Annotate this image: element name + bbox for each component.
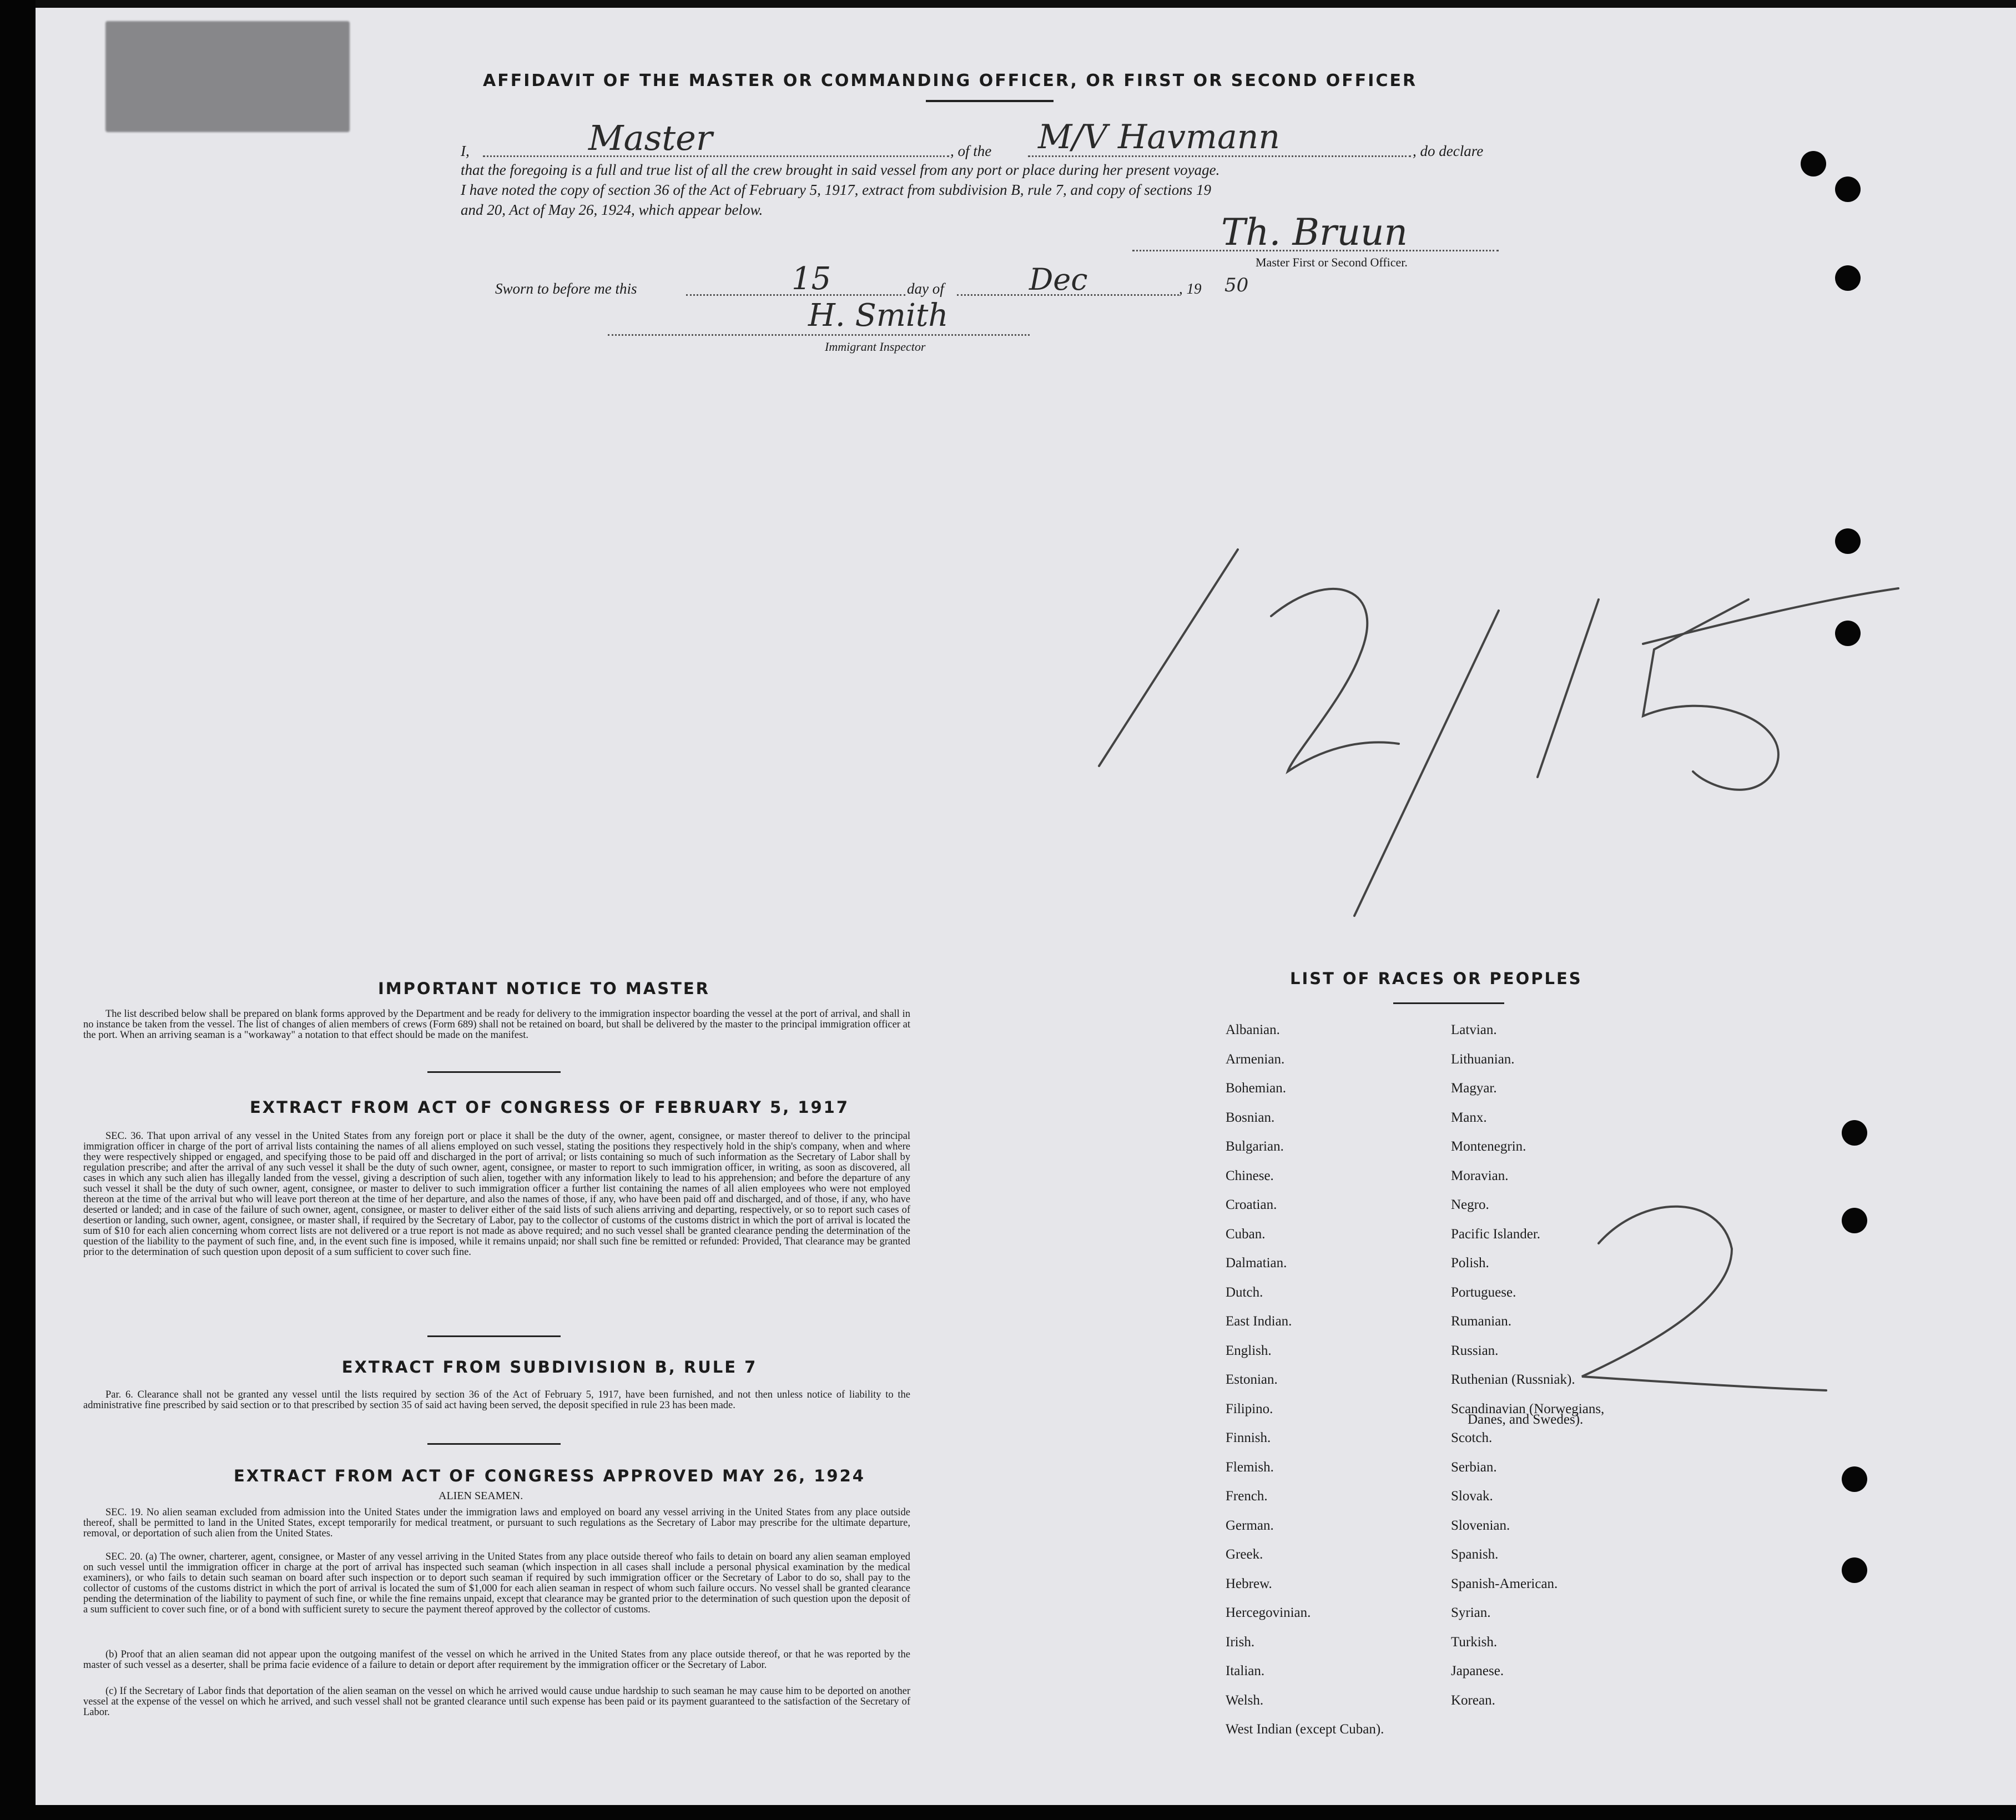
race-item: Spanish-American.	[1451, 1576, 1558, 1591]
race-item: Croatian.	[1226, 1197, 1277, 1212]
notice-title: IMPORTANT NOTICE TO MASTER	[377, 979, 710, 998]
race-item: Polish.	[1451, 1256, 1489, 1271]
sec19-text: SEC. 19. No alien seaman excluded from admission into the United States under the immigration laws and employed on board any vessel arriving in the United States from any place outside thereof, shall be permitted to land in the United States, except temporarily for medical treatment, or pursuant to such regulations as the Secretary of Labor may prescribe for the ultimate departure, removal, or deportation of such alien from the United States.	[83, 1507, 910, 1539]
race-item: Slovenian.	[1451, 1517, 1510, 1533]
race-item: German.	[1226, 1517, 1274, 1533]
handwritten-inspector: H. Smith	[808, 298, 949, 334]
race-item: Finnish.	[1226, 1430, 1271, 1445]
extract-1917-title: EXTRACT FROM ACT OF CONGRESS OF FEBRUARY 5, 1917	[249, 1098, 850, 1117]
affidavit-declare: , do declare	[1413, 143, 1484, 159]
race-item: Latvian.	[1451, 1022, 1497, 1037]
races-left-column	[1226, 1016, 1384, 1745]
sec20c-text: (c) If the Secretary of Labor finds that deportation of the alien seaman on the vessel on which he arrived would cause undue hardship to such seaman he may cause him to be deported on another vessel at the expense of the vessel on which he arrived, and such vessel shall not be granted clearance until such expense has been paid or its payment guaranteed to the satisfaction of the Secretary of Labor.	[83, 1686, 910, 1718]
extract-1917-text: SEC. 36. That upon arrival of any vessel in the United States from any foreign port or place it shall be the duty of the owner, agent, consignee, or master thereof to deliver to the principal immigration officer in charge of the port of arrival lists containing the names of all aliens employed on such vessel, stating the positions they respectively hold in the ship's company, when and where they were respectively shipped or engaged, and specifying those to be paid off and discharged in the port of arrival; or lists containing so much of such information as the Secretary of Labor shall by regulation prescribe; and after the arrival of any such vessel it shall be the duty of such owner, agent, consignee, or master to report to such immigration officer, in writing, as soon as discovered, all cases in which any such alien has illegally landed from the vessel, giving a description of such alien, together with any information likely to lead to his apprehension; and before the departure of any such vessel it shall be the duty of such owner, agent, consignee, or master to deliver to such immigration officer a further list containing the names of all alien employees who were not employed thereon at the time of the arrival but who will leave port thereon at the time of her departure, and also the names of those, if any, who have been paid off and discharged, and of those, if any, who have deserted or landed; and in case of the failure of such owner, agent, consignee, or master to deliver either of the said lists of such aliens arriving and departing, respectively, or so to report such cases of desertion or landing, such owner, agent, consignee, or master shall, if required by the Secretary of Labor, pay to the collector of customs of the customs district in which the port of arrival is located the sum of $10 for each alien concerning whom correct lists are not delivered or a true report is not made as above required; and no such vessel shall be granted clearance pending the determination of the question of the liability to the payment of such fine, and, in the event such fine is imposed, while it remains unpaid; nor shall such fine be remitted or refunded: Provided, That clearance may be granted prior to the determination of such question upon deposit of a sum sufficient to cover such fine.	[83, 1131, 910, 1258]
handwritten-month: Dec	[1029, 262, 1088, 297]
race-item: Syrian.	[1451, 1605, 1491, 1620]
race-item: Magyar.	[1451, 1081, 1497, 1096]
race-item: Estonian.	[1226, 1372, 1278, 1387]
divider	[427, 1443, 561, 1445]
races-right-column	[1451, 1016, 1604, 1715]
race-item: Negro.	[1451, 1197, 1489, 1212]
race-item: Filipino.	[1226, 1401, 1273, 1416]
race-item: Chinese.	[1226, 1168, 1274, 1183]
race-item: Dutch.	[1226, 1284, 1263, 1300]
race-item: West Indian (except Cuban).	[1226, 1722, 1384, 1737]
race-item: Slovak.	[1451, 1489, 1493, 1504]
race-item: Rumanian.	[1451, 1314, 1512, 1329]
race-item: Bulgarian.	[1226, 1139, 1284, 1154]
race-item: French.	[1226, 1489, 1268, 1504]
handwritten-vessel: M/V Havmann	[1038, 118, 1280, 157]
race-item: Manx.	[1451, 1110, 1487, 1125]
day-of-text: day of	[907, 280, 944, 297]
race-item: Turkish.	[1451, 1634, 1498, 1650]
affidavit-of-the: , of the	[950, 143, 992, 159]
race-item: Portuguese.	[1451, 1284, 1516, 1300]
race-item: Flemish.	[1226, 1459, 1274, 1475]
small-number-label	[0, 0, 1, 1]
races-title: LIST OF RACES OR PEOPLES	[1290, 969, 1582, 988]
affidavit-line4: and 20, Act of May 26, 1924, which appear below.	[461, 201, 763, 218]
divider	[427, 1335, 561, 1337]
race-item: Albanian.	[1226, 1022, 1280, 1037]
affidavit-title: AFFIDAVIT OF THE MASTER OR COMMANDING OFFICER, OR FIRST OR SECOND OFFICER	[483, 71, 1418, 90]
rule7-text: Par. 6. Clearance shall not be granted any vessel until the lists required by section 36 of the Act of February 5, 1917, have been furnished, and not then unless notice of liability to the administrative fine prescribed by said section or to that prescribed by section 35 of said act having been served, the deposit specified in rule 23 has been made.	[83, 1389, 910, 1411]
race-item: Moravian.	[1451, 1168, 1509, 1183]
races-underline	[1393, 1002, 1504, 1004]
race-item: Italian.	[1226, 1663, 1265, 1678]
race-item: Ruthenian (Russniak).	[1451, 1372, 1575, 1387]
extract-1924-subtitle: ALIEN SEAMEN.	[439, 1490, 523, 1502]
race-item: Greek.	[1226, 1547, 1263, 1562]
race-item: Bosnian.	[1226, 1110, 1275, 1125]
race-item: Danes, and Swedes).	[1468, 1411, 1584, 1427]
race-item: Dalmatian.	[1226, 1256, 1287, 1271]
race-item: Japanese.	[1451, 1663, 1504, 1678]
signer-caption: Master First or Second Officer.	[1256, 255, 1408, 269]
sworn-text: Sworn to before me this	[495, 280, 637, 297]
race-item: Hebrew.	[1226, 1576, 1272, 1591]
year-prefix: , 19	[1179, 280, 1202, 297]
handwritten-day: 15	[792, 261, 831, 297]
race-item: Lithuanian.	[1451, 1051, 1515, 1067]
affidavit-i: I,	[461, 143, 470, 159]
race-item: Armenian.	[1226, 1051, 1285, 1067]
race-item: Russian.	[1451, 1343, 1499, 1358]
race-item: Irish.	[1226, 1634, 1255, 1650]
sec20a-text: SEC. 20. (a) The owner, charterer, agent, consignee, or Master of any vessel arriving in the United States from any place outside thereof who fails to detain on board any alien seaman employed on such vessel until the immigration officer in charge at the port of arrival has inspected such seaman (which inspection in all cases shall include a personal physical examination by the medical examiners), or who fails to detain such seaman on board after such inspection or to deport such seaman if required by such immigration officer or the Secretary of Labor to do so, shall pay to the collector of customs of the customs district in which the port of arrival is located the sum of $1,000 for each alien seaman in respect of whom such failure occurs. No vessel shall be granted clearance pending the determination of the liability to payment of such fine, or while the fine remains unpaid, except that clearance may be granted prior to the determination of such question upon the deposit of a sum sufficient to cover such fine, or of a bond with sufficient surety to secure the payment thereof approved by the collector of customs.	[83, 1551, 910, 1615]
race-item: Scandinavian (Norwegians,	[1451, 1401, 1605, 1416]
divider	[427, 1071, 561, 1073]
race-item: Montenegrin.	[1451, 1139, 1526, 1154]
race-item: Korean.	[1451, 1692, 1495, 1708]
race-item: Scotch.	[1451, 1430, 1493, 1445]
affidavit-line2: that the foregoing is a full and true list of all the crew brought in said vessel from any port or place during her present voyage.	[461, 162, 1220, 178]
race-item: English.	[1226, 1343, 1272, 1358]
race-item: Bohemian.	[1226, 1081, 1287, 1096]
handwritten-name: Master	[588, 118, 713, 158]
sec20b-text: (b) Proof that an alien seaman did not appear upon the outgoing manifest of the vessel on which he arrived in the United States from any place outside thereof, or that he was reported by the master of such vessel as a deserter, shall be prima facie evidence of a failure to detain or deport after requirement by the immigration officer or the Secretary of Labor.	[83, 1649, 910, 1671]
race-item: East Indian.	[1226, 1314, 1292, 1329]
rule7-title: EXTRACT FROM SUBDIVISION B, RULE 7	[341, 1358, 758, 1377]
race-item: Hercegovinian.	[1226, 1605, 1311, 1620]
race-item: Pacific Islander.	[1451, 1226, 1541, 1242]
affidavit-line3: I have noted the copy of section 36 of the Act of February 5, 1917, extract from subdivision B, rule 7, and copy of sections 19	[461, 182, 1211, 198]
extract-1924-title: EXTRACT FROM ACT OF CONGRESS APPROVED MAY 26, 1924	[234, 1466, 865, 1485]
handwritten-year: 50	[1224, 274, 1249, 296]
race-item: Cuban.	[1226, 1226, 1266, 1242]
race-item: Welsh.	[1226, 1692, 1264, 1708]
race-item: Serbian.	[1451, 1459, 1497, 1475]
notice-text: The list described below shall be prepared on blank forms approved by the Department and be ready for delivery to the immigration inspector boarding the vessel at the port of arrival, and shall in no instance be taken from the vessel. The list of changes of alien members of crews (Form 689) shall not be retained on board, but shall be delivered by the master to the principal immigration officer at the port. When an arriving seaman is a "workaway" a notation to that effect should be made on the manifest.	[83, 1009, 910, 1041]
race-item: Spanish.	[1451, 1547, 1499, 1562]
inspector-caption: Immigrant Inspector	[825, 340, 926, 354]
handwritten-signature: Th. Bruun	[1221, 211, 1408, 254]
